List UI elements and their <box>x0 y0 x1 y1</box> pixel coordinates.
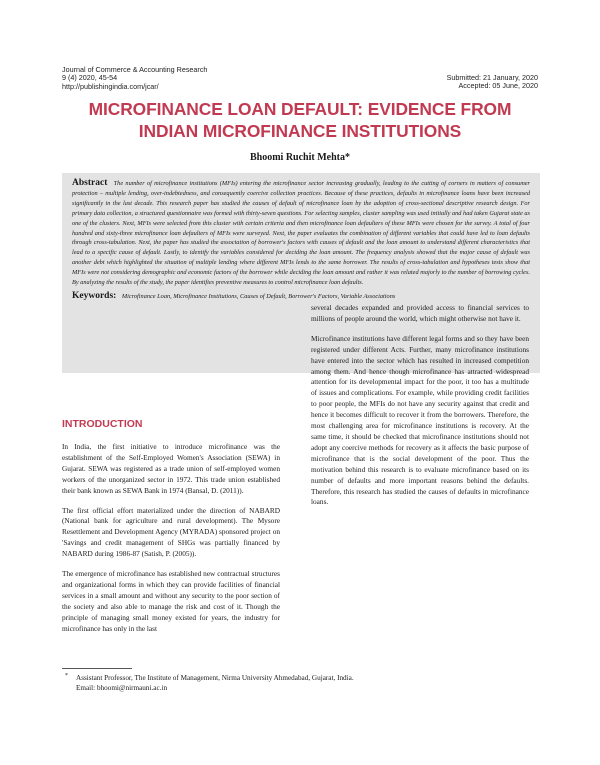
footnote-mark: * <box>65 673 68 679</box>
keywords <box>72 291 530 302</box>
footnote <box>62 674 354 693</box>
paragraph: In India, the first initiative to introduce microfinance was the establishment of the Self-Employed Women's Association (SEWA) in Gujarat. SEWA was registered as a trade union of self-employed women workers of the unorganized sector in 1972. This trade union established their bank known as SEWA Bank in 1974 (Bansal, D. (2011)). <box>62 442 280 495</box>
author-name: Bhoomi Ruchit Mehta* <box>250 152 350 163</box>
paragraph: The first official effort materialized under the direction of NABARD (National bank for agriculture and rural development). The Mysore Resettlement and Development Agency (MYRADA) sponsored project on 'Savings and credit management of SHGs was partially financed by NABARD during 1986-87 (Satish, P. (2005)). <box>62 505 280 559</box>
title-line-2: INDIAN MICROFINANCE INSTITUTIONS <box>138 121 462 141</box>
journal-url[interactable]: http://publishingindia.com/jcar/ <box>62 81 159 91</box>
left-column <box>62 303 280 644</box>
journal-volume: 9 (4) 2020, 45-54 <box>62 73 118 83</box>
paper-title <box>40 98 560 142</box>
journal-header <box>62 66 207 91</box>
abstract <box>72 179 530 288</box>
accepted-date: Accepted: 05 June, 2020 <box>458 81 538 91</box>
title-line-1: MICROFINANCE LOAN DEFAULT: EVIDENCE FROM <box>88 99 512 119</box>
section-heading-introduction: INTRODUCTION <box>62 418 143 430</box>
submission-dates <box>447 74 538 91</box>
submitted-date: Submitted: 21 January, 2020 <box>446 73 538 82</box>
journal-name: Journal of Commerce & Accounting Research <box>62 65 208 74</box>
footnote-email[interactable]: Email: bhoomi@nirmauni.ac.in <box>76 683 168 692</box>
paragraph: The emergence of microfinance has established new contractual structures and organizational forms in which they can provide facilities of financial services in a small amount and without any security to the poor section of the society and also able to manage the risk and cost of it. Though the principle of managing small money existed for years, the industry for microfinance has only in the last <box>62 569 280 633</box>
paragraph: several decades expanded and provided access to financial services to millions of people around the world, which might otherwise not have it. <box>311 303 529 323</box>
paragraph: Microfinance institutions have different legal forms and so they have been registered under different Acts. Further, many microfinance institutions have entered into the sector which has resulted in increased competition among them. And hence though microfinance has attracted widespread attention for its developmental impact for the poor, it too has a multitude of issues and complications. For example, while providing credit facilities to poor people, the MFIs do not have any security against that credit and hence it becomes difficult to recover it from the borrowers. Therefore, the most challenging area for microfinance institutions is recovery. At the same time, it should be checked that microfinance institutions should not adopt any coercive methods for recovery as it affects the basic purpose of microfinance that is the social development of the poor. Thus the motivation behind this research is to evaluate microfinance based on its number of defaults and more important reasons behind the defaults. Therefore, this research has studied the causes of defaults in microfinance loans. <box>311 333 529 507</box>
abstract-label: Abstract <box>72 178 108 188</box>
abstract-text: The number of microfinance institutions (MFIs) entering the microfinance sector increasing gradually, leading to the cutting of corners in matters of consumer protection – multiple lending, over-indebtedness, and consequently coercive collection practices. Because of these practices, defaults in microfinance loans have been increased significantly in the last decade. This research paper has studied the causes of default of microfinance loan by the adoption of cross-sectional descriptive research design. For primary data collection, a structured questionnaire was formed with thirty-seven questions. For selecting samples, cluster sampling was used initially and had taken Gujarat state as one of the clusters. Next, MFIs were selected from this cluster with certain criteria and then microfinance loan defaulters of these MFIs were chosen for the survey. A total of four hundred and sixty-three microfinance loan defaulters of MFIs were surveyed. Next, the paper evaluates the combination of different variables that could have led to loan defaults through cross-tabulation. Next, the paper has studied the association of borrower's factors with causes of default and the loan amount to understand different characteristics that lead to a specific cause of default. Lastly, to identify the variables considered for deciding the loan amount. The frequency analysis showed that the major cause of default was another debt which highlighted the situation of multiple lending where different MFIs lends to the same borrower. The results of cross-tabulation and hypotheses tests show that MFIs were not considering demographic and economic factors of the borrower while deciding the loan amount and rather it was related majorly to the number of borrowing cycles. By analyzing the results of the study, the paper identifies preventive measures to control microfinance loan defaults. <box>72 180 530 287</box>
footnote-divider <box>62 668 132 669</box>
keywords-label: Keywords: <box>72 290 117 301</box>
right-column <box>311 303 529 517</box>
keywords-text: Microfinance Loan, Microfinance Institutions, Causes of Default, Borrower's Factors, Variable Associations <box>121 292 396 300</box>
footnote-affiliation: Assistant Professor, The Institute of Management, Nirma University Ahmedabad, Gujarat, India. <box>76 674 354 682</box>
